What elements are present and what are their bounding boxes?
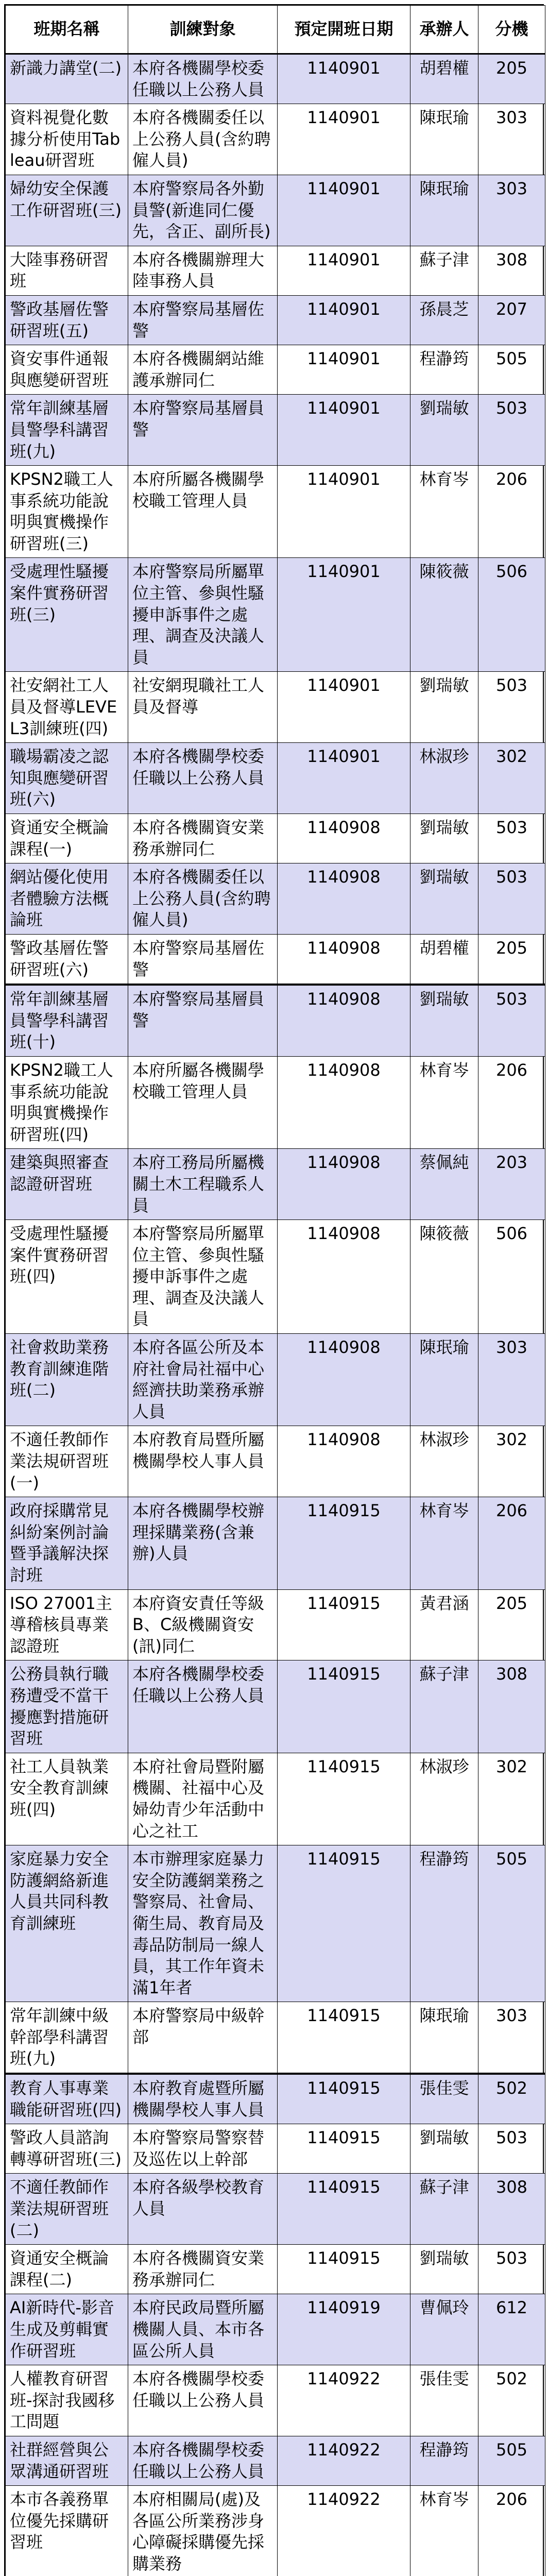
training-target-cell: 本府各機關學校委任職以上公務人員 <box>128 1660 278 1753</box>
table-row <box>6 345 545 395</box>
start-date-cell: 1140901 <box>278 672 410 743</box>
start-date-cell: 1140901 <box>278 466 410 558</box>
training-target-cell: 本府警察局基層員警 <box>128 395 278 466</box>
class-name-cell: 常年訓練基層員警學科講習班(十) <box>6 985 128 1056</box>
table-row <box>6 814 545 863</box>
training-target-cell: 本府警察局警察替及巡佐以上幹部 <box>128 2124 278 2174</box>
training-target-cell: 本府各機關資安業務承辦同仁 <box>128 814 278 863</box>
start-date-cell: 1140908 <box>278 1149 410 1220</box>
contact-person-cell: 劉瑞敏 <box>410 2245 478 2294</box>
training-target-cell: 本府各機關委任以上公務人員(含約聘僱人員) <box>128 863 278 935</box>
class-name-cell: 職場霸凌之認知與應變研習班(六) <box>6 743 128 814</box>
table-row <box>6 54 545 104</box>
class-name-cell: KPSN2職工人事系統功能說明與實機操作研習班(三) <box>6 466 128 558</box>
start-date-cell: 1140922 <box>278 2365 410 2436</box>
class-name-cell: 社群經營與公眾溝通研習班 <box>6 2436 128 2485</box>
extension-cell: 502 <box>478 2074 545 2124</box>
table-row <box>6 863 545 935</box>
table-row <box>6 2074 545 2124</box>
class-name-cell: 資通安全概論課程(二) <box>6 2245 128 2294</box>
start-date-cell: 1140922 <box>278 2436 410 2485</box>
training-target-cell: 本府工務局所屬機關土木工程職系人員 <box>128 1149 278 1220</box>
start-date-cell: 1140908 <box>278 1220 410 1334</box>
contact-person-cell: 胡碧權 <box>410 54 478 104</box>
extension-cell: 503 <box>478 395 545 466</box>
table-row <box>6 743 545 814</box>
class-name-cell: 婦幼安全保護工作研習班(三) <box>6 175 128 246</box>
class-name-cell: AI新時代-影音生成及剪輯實作研習班 <box>6 2294 128 2365</box>
contact-person-cell: 黃君涵 <box>410 1589 478 1660</box>
extension-cell: 505 <box>478 345 545 395</box>
extension-cell: 506 <box>478 558 545 672</box>
extension-cell: 302 <box>478 1426 545 1497</box>
contact-person-cell: 張佳雯 <box>410 2074 478 2124</box>
class-name-cell: 常年訓練基層員警學科講習班(九) <box>6 395 128 466</box>
start-date-cell: 1140915 <box>278 1845 410 2002</box>
contact-person-cell: 蘇子津 <box>410 1660 478 1753</box>
contact-person-cell: 劉瑞敏 <box>410 863 478 935</box>
contact-person-cell: 林育岑 <box>410 466 478 558</box>
start-date-cell: 1140915 <box>278 2002 410 2074</box>
training-target-cell: 本府資安責任等級B、C級機關資安(訊)同仁 <box>128 1589 278 1660</box>
contact-person-cell: 蘇子津 <box>410 2174 478 2245</box>
training-target-cell: 本府各機關學校委任職以上公務人員 <box>128 2365 278 2436</box>
table-row <box>6 985 545 1056</box>
start-date-cell: 1140901 <box>278 345 410 395</box>
extension-cell: 303 <box>478 2002 545 2074</box>
class-name-cell: 不適任教師作業法規研習班(一) <box>6 1426 128 1497</box>
contact-person-cell: 曹佩玲 <box>410 2294 478 2365</box>
training-target-cell: 本府警察局基層員警 <box>128 985 278 1056</box>
training-target-cell: 本府警察局所屬單位主管、參與性騷擾申訴事件之處理、調查及決議人員 <box>128 1220 278 1334</box>
training-target-cell: 本府各機關資安業務承辦同仁 <box>128 2245 278 2294</box>
start-date-cell: 1140901 <box>278 395 410 466</box>
table-header <box>6 6 545 54</box>
class-name-cell: 政府採購常見糾紛案例討論暨爭議解決探討班 <box>6 1497 128 1589</box>
start-date-cell: 1140922 <box>278 2486 410 2576</box>
training-target-cell: 本府警察局中級幹部 <box>128 2002 278 2074</box>
contact-person-cell: 陳珉瑜 <box>410 104 478 175</box>
table-row <box>6 1056 545 1148</box>
start-date-cell: 1140901 <box>278 54 410 104</box>
training-schedule-sheet <box>4 4 544 2576</box>
extension-cell: 205 <box>478 934 545 985</box>
table-row <box>6 2124 545 2174</box>
table-row <box>6 466 545 558</box>
table-row <box>6 2436 545 2485</box>
class-name-cell: 資通安全概論課程(一) <box>6 814 128 863</box>
table-row <box>6 672 545 743</box>
header-start-date: 預定開班日期 <box>278 6 410 54</box>
table-row <box>6 395 545 466</box>
contact-person-cell: 林淑珍 <box>410 743 478 814</box>
header-contact-person: 承辦人 <box>410 6 478 54</box>
start-date-cell: 1140908 <box>278 934 410 985</box>
table-row <box>6 934 545 985</box>
start-date-cell: 1140919 <box>278 2294 410 2365</box>
class-name-cell: 資安事件通報與應變研習班 <box>6 345 128 395</box>
table-row <box>6 246 545 295</box>
class-name-cell: 人權教育研習班-探討我國移工問題 <box>6 2365 128 2436</box>
table-row <box>6 295 545 345</box>
extension-cell: 205 <box>478 1589 545 1660</box>
header-row <box>6 6 545 54</box>
class-name-cell: ISO 27001主導稽核員專業認證班 <box>6 1589 128 1660</box>
extension-cell: 206 <box>478 1056 545 1148</box>
header-training-target: 訓練對象 <box>128 6 278 54</box>
start-date-cell: 1140908 <box>278 814 410 863</box>
start-date-cell: 1140901 <box>278 104 410 175</box>
class-name-cell: 大陸事務研習班 <box>6 246 128 295</box>
extension-cell: 302 <box>478 743 545 814</box>
start-date-cell: 1140908 <box>278 985 410 1056</box>
class-name-cell: 公務員執行職務遭受不當干擾應對措施研習班 <box>6 1660 128 1753</box>
class-name-cell: KPSN2職工人事系統功能說明與實機操作研習班(四) <box>6 1056 128 1148</box>
class-name-cell: 受處理性騷擾案件實務研習班(四) <box>6 1220 128 1334</box>
extension-cell: 302 <box>478 1753 545 1845</box>
training-target-cell: 本府各區公所及本府社會局社福中心經濟扶助業務承辦人員 <box>128 1334 278 1426</box>
extension-cell: 206 <box>478 2486 545 2576</box>
extension-cell: 503 <box>478 672 545 743</box>
start-date-cell: 1140915 <box>278 1660 410 1753</box>
start-date-cell: 1140901 <box>278 175 410 246</box>
class-name-cell: 社會救助業務教育訓練進階班(二) <box>6 1334 128 1426</box>
training-target-cell: 本市辦理家庭暴力安全防護網業務之警察局、社會局、衛生局、教育局及毒品防制局一線人員，其工作年資未滿1年者 <box>128 1845 278 2002</box>
start-date-cell: 1140915 <box>278 2174 410 2245</box>
table-row <box>6 2245 545 2294</box>
training-target-cell: 本府教育處暨所屬機關學校人事人員 <box>128 2074 278 2124</box>
contact-person-cell: 劉瑞敏 <box>410 672 478 743</box>
extension-cell: 303 <box>478 104 545 175</box>
class-name-cell: 建築與照審查認證研習班 <box>6 1149 128 1220</box>
table-row <box>6 2002 545 2074</box>
contact-person-cell: 程瀞筠 <box>410 2436 478 2485</box>
extension-cell: 503 <box>478 2245 545 2294</box>
table-row <box>6 1426 545 1497</box>
start-date-cell: 1140915 <box>278 2074 410 2124</box>
training-target-cell: 本府警察局所屬單位主管、參與性騷擾申訴事件之處理、調查及決議人員 <box>128 558 278 672</box>
extension-cell: 207 <box>478 295 545 345</box>
contact-person-cell: 林淑珍 <box>410 1426 478 1497</box>
table-row <box>6 1149 545 1220</box>
extension-cell: 205 <box>478 54 545 104</box>
contact-person-cell: 程瀞筠 <box>410 345 478 395</box>
table-row <box>6 1589 545 1660</box>
contact-person-cell: 陳珉瑜 <box>410 2002 478 2074</box>
start-date-cell: 1140908 <box>278 1056 410 1148</box>
extension-cell: 505 <box>478 2436 545 2485</box>
table-row <box>6 1753 545 1845</box>
training-target-cell: 本府相關局(處)及各區公所業務涉身心障礙採購優先採購業務 <box>128 2486 278 2576</box>
contact-person-cell: 蔡佩純 <box>410 1149 478 1220</box>
extension-cell: 308 <box>478 246 545 295</box>
contact-person-cell: 林育岑 <box>410 1056 478 1148</box>
table-row <box>6 1220 545 1334</box>
extension-cell: 503 <box>478 985 545 1056</box>
table-row <box>6 175 545 246</box>
training-target-cell: 本府各機關學校委任職以上公務人員 <box>128 743 278 814</box>
extension-cell: 303 <box>478 175 545 246</box>
training-target-cell: 本府警察局基層佐警 <box>128 934 278 985</box>
class-name-cell: 警政基層佐警研習班(五) <box>6 295 128 345</box>
header-class-name: 班期名稱 <box>6 6 128 54</box>
class-name-cell: 新識力講堂(二) <box>6 54 128 104</box>
extension-cell: 203 <box>478 1149 545 1220</box>
class-name-cell: 受處理性騷擾案件實務研習班(三) <box>6 558 128 672</box>
training-target-cell: 本府各機關學校委任職以上公務人員 <box>128 54 278 104</box>
contact-person-cell: 胡碧權 <box>410 934 478 985</box>
start-date-cell: 1140915 <box>278 1497 410 1589</box>
table-row <box>6 1334 545 1426</box>
extension-cell: 206 <box>478 466 545 558</box>
start-date-cell: 1140915 <box>278 1589 410 1660</box>
training-target-cell: 本府各級學校教育人員 <box>128 2174 278 2245</box>
contact-person-cell: 張佳雯 <box>410 2365 478 2436</box>
training-target-cell: 本府教育局暨所屬機關學校人事人員 <box>128 1426 278 1497</box>
start-date-cell: 1140901 <box>278 743 410 814</box>
table-row <box>6 2365 545 2436</box>
table-row <box>6 1845 545 2002</box>
extension-cell: 308 <box>478 2174 545 2245</box>
table-row <box>6 558 545 672</box>
class-name-cell: 資料視覺化數據分析使用Tableau研習班 <box>6 104 128 175</box>
start-date-cell: 1140908 <box>278 863 410 935</box>
table-row <box>6 2294 545 2365</box>
training-target-cell: 本府所屬各機關學校職工管理人員 <box>128 1056 278 1148</box>
training-target-cell: 社安網現職社工人員及督導 <box>128 672 278 743</box>
contact-person-cell: 劉瑞敏 <box>410 985 478 1056</box>
contact-person-cell: 陳珉瑜 <box>410 175 478 246</box>
training-target-cell: 本府各機關委任以上公務人員(含約聘僱人員) <box>128 104 278 175</box>
contact-person-cell: 林淑珍 <box>410 1753 478 1845</box>
header-extension: 分機 <box>478 6 545 54</box>
extension-cell: 206 <box>478 1497 545 1589</box>
table-row <box>6 2486 545 2576</box>
start-date-cell: 1140908 <box>278 1334 410 1426</box>
table-row <box>6 1497 545 1589</box>
contact-person-cell: 孫晨芝 <box>410 295 478 345</box>
class-name-cell: 本市各義務單位優先採購研習班 <box>6 2486 128 2576</box>
class-name-cell: 教育人事專業職能研習班(四) <box>6 2074 128 2124</box>
training-schedule-table <box>5 5 545 2576</box>
extension-cell: 502 <box>478 2365 545 2436</box>
start-date-cell: 1140915 <box>278 1753 410 1845</box>
training-target-cell: 本府各機關網站維護承辦同仁 <box>128 345 278 395</box>
table-row <box>6 104 545 175</box>
class-name-cell: 社工人員執業安全教育訓練班(四) <box>6 1753 128 1845</box>
start-date-cell: 1140901 <box>278 558 410 672</box>
contact-person-cell: 蘇子津 <box>410 246 478 295</box>
contact-person-cell: 程瀞筠 <box>410 1845 478 2002</box>
table-body <box>6 54 545 2576</box>
start-date-cell: 1140901 <box>278 295 410 345</box>
class-name-cell: 常年訓練中級幹部學科講習班(九) <box>6 2002 128 2074</box>
contact-person-cell: 劉瑞敏 <box>410 2124 478 2174</box>
extension-cell: 503 <box>478 863 545 935</box>
class-name-cell: 網站優化使用者體驗方法概論班 <box>6 863 128 935</box>
class-name-cell: 家庭暴力安全防護網絡新進人員共同科教育訓練班 <box>6 1845 128 2002</box>
training-target-cell: 本府各機關辦理大陸事務人員 <box>128 246 278 295</box>
training-target-cell: 本府警察局基層佐警 <box>128 295 278 345</box>
training-target-cell: 本府民政局暨所屬機關人員、本市各區公所人員 <box>128 2294 278 2365</box>
table-row <box>6 1660 545 1753</box>
class-name-cell: 警政基層佐警研習班(六) <box>6 934 128 985</box>
extension-cell: 503 <box>478 814 545 863</box>
start-date-cell: 1140915 <box>278 2124 410 2174</box>
contact-person-cell: 林育岑 <box>410 2486 478 2576</box>
training-target-cell: 本府所屬各機關學校職工管理人員 <box>128 466 278 558</box>
contact-person-cell: 陳筱薇 <box>410 558 478 672</box>
extension-cell: 308 <box>478 1660 545 1753</box>
training-target-cell: 本府警察局各外勤員警(新進同仁優先，含正、副所長) <box>128 175 278 246</box>
training-target-cell: 本府社會局暨附屬機關、社福中心及婦幼青少年活動中心之社工 <box>128 1753 278 1845</box>
training-target-cell: 本府各機關學校委任職以上公務人員 <box>128 2436 278 2485</box>
extension-cell: 503 <box>478 2124 545 2174</box>
extension-cell: 505 <box>478 1845 545 2002</box>
extension-cell: 612 <box>478 2294 545 2365</box>
class-name-cell: 社安網社工人員及督導LEVEL3訓練班(四) <box>6 672 128 743</box>
start-date-cell: 1140901 <box>278 246 410 295</box>
contact-person-cell: 劉瑞敏 <box>410 814 478 863</box>
start-date-cell: 1140915 <box>278 2245 410 2294</box>
extension-cell: 506 <box>478 1220 545 1334</box>
training-target-cell: 本府各機關學校辦理採購業務(含兼辦)人員 <box>128 1497 278 1589</box>
extension-cell: 303 <box>478 1334 545 1426</box>
class-name-cell: 不適任教師作業法規研習班(二) <box>6 2174 128 2245</box>
table-row <box>6 2174 545 2245</box>
contact-person-cell: 陳筱薇 <box>410 1220 478 1334</box>
contact-person-cell: 陳珉瑜 <box>410 1334 478 1426</box>
class-name-cell: 警政人員諮詢轉導研習班(三) <box>6 2124 128 2174</box>
contact-person-cell: 劉瑞敏 <box>410 395 478 466</box>
start-date-cell: 1140908 <box>278 1426 410 1497</box>
contact-person-cell: 林育岑 <box>410 1497 478 1589</box>
